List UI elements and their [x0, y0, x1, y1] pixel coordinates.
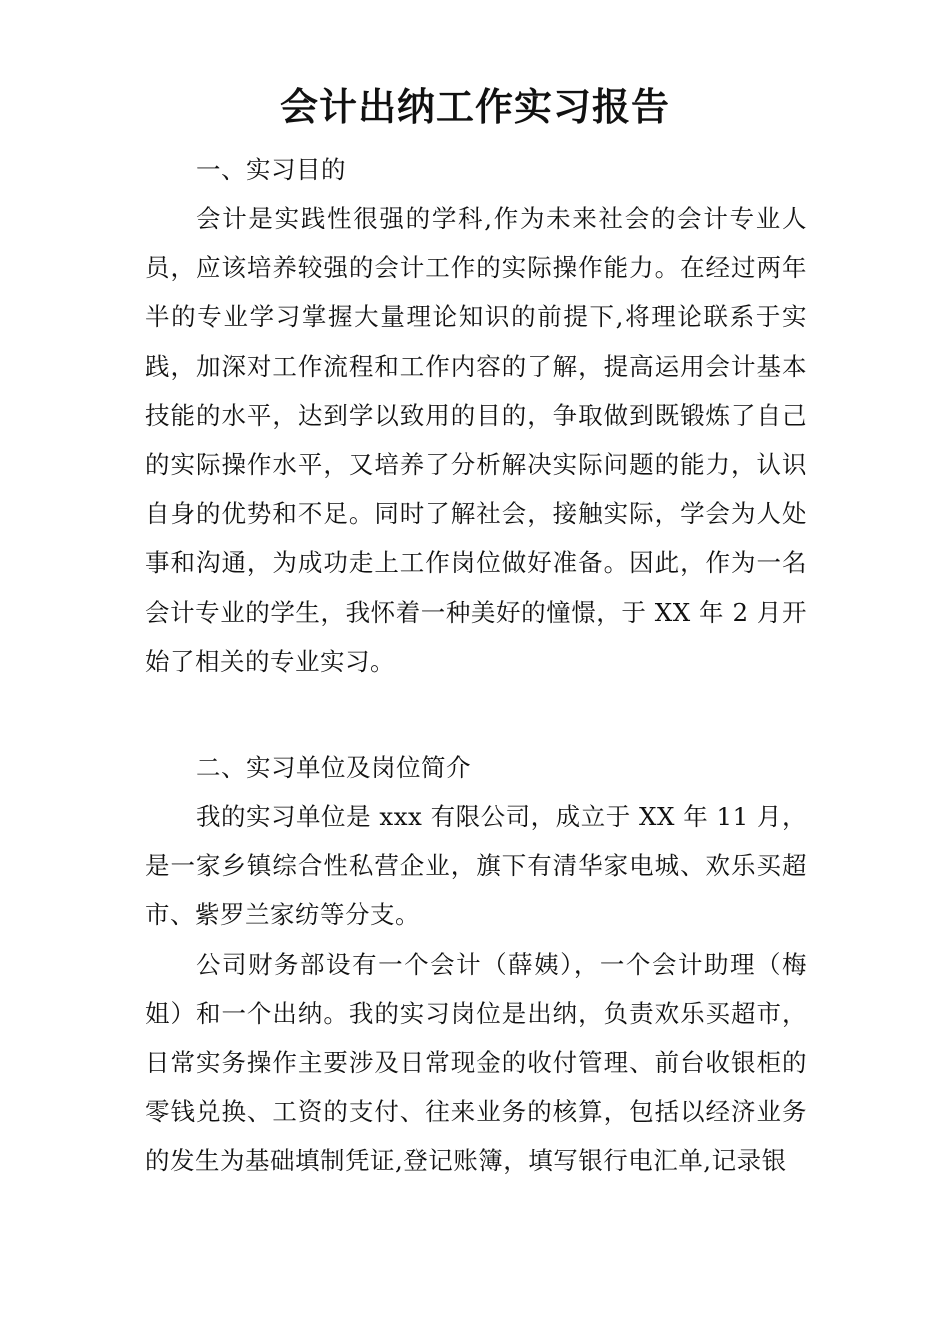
section-heading-purpose: 一、实习目的 [196, 155, 346, 184]
paragraph: 我的实习单位是 xxx 有限公司，成立于 XX 年 11 月，是一家乡镇综合性私营企业，旗下有清华家电城、欢乐买超市、紫罗兰家纺等分支。 [145, 802, 807, 930]
paragraph: 公司财务部设有一个会计（薛姨），一个会计助理（梅姐）和一个出纳。我的实习岗位是出纳，负责欢乐买超市，日常实务操作主要涉及日常现金的收付管理、前台收银柜的零钱兑换、工资的支付、往来业务的核算，包括以经济业务的发生为基础填制凭证,登记账簿，填写银行电汇单,记录银 [145, 949, 807, 1176]
section-body-unit [145, 792, 807, 1186]
paragraph: 会计是实践性很强的学科,作为未来社会的会计专业人员，应该培养较强的会计工作的实际操作能力。在经过两年半的专业学习掌握大量理论知识的前提下,将理论联系于实践，加深对工作流程和工作内容的了解，提高运用会计基本技能的水平，达到学以致用的目的，争取做到既锻炼了自己的实际操作水平，又培养了分析解决实际问题的能力，认识自身的优势和不足。同时了解社会，接触实际，学会为人处事和沟通，为成功走上工作岗位做好准备。因此，作为一名会计专业的学生，我怀着一种美好的憧憬，于 XX 年 2 月开始了相关的专业实习。 [145, 204, 807, 676]
section-heading-unit: 二、实习单位及岗位简介 [196, 753, 471, 782]
document-title: 会计出纳工作实习报告 [279, 84, 670, 129]
section-body-purpose [145, 194, 807, 686]
